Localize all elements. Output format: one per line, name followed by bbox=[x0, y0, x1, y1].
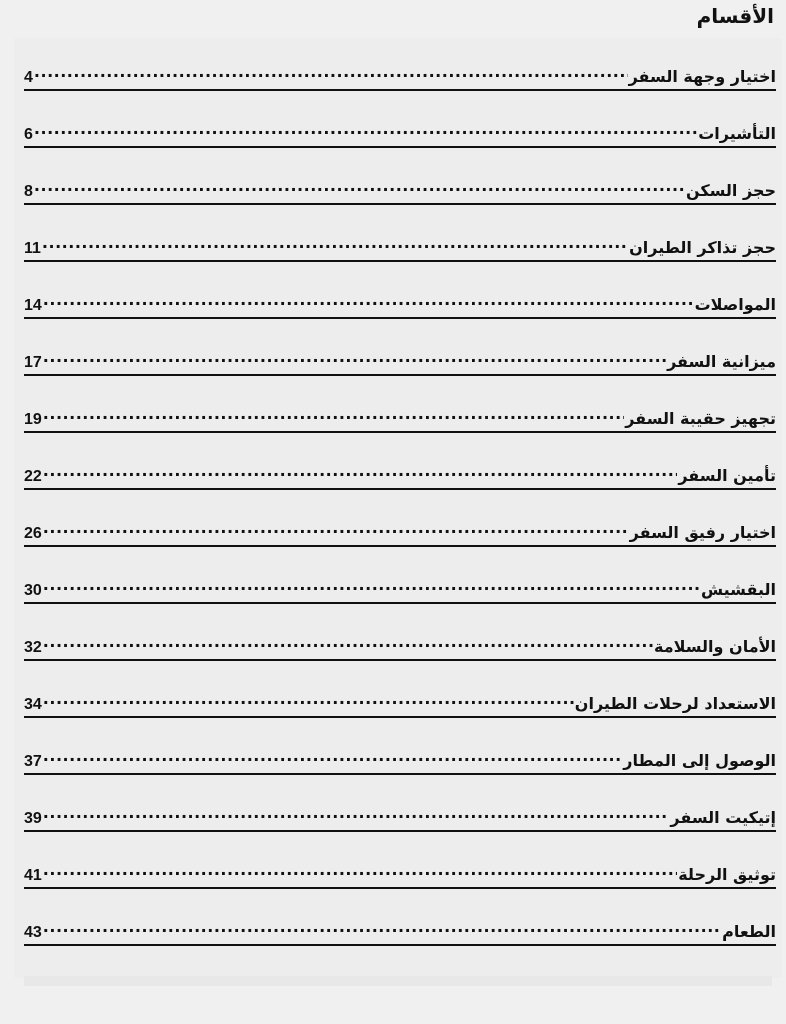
toc-entry-title[interactable]: الأمان والسلامة bbox=[653, 637, 776, 656]
toc-entry-page[interactable]: 26 bbox=[24, 525, 42, 542]
dot-leader bbox=[43, 408, 624, 424]
toc-entry-page[interactable]: 30 bbox=[24, 582, 42, 599]
toc-entry-title[interactable]: الاستعداد لرحلات الطيران bbox=[574, 694, 776, 713]
toc-entry-page[interactable]: 39 bbox=[24, 810, 42, 827]
toc-entry-title[interactable]: البقشيش bbox=[701, 580, 776, 599]
dot-leader bbox=[34, 123, 697, 139]
dot-leader bbox=[43, 522, 629, 538]
toc-entry-page[interactable]: 4 bbox=[24, 69, 33, 86]
footer-band bbox=[24, 976, 772, 986]
dot-leader bbox=[43, 579, 700, 595]
toc-entry-title[interactable]: المواصلات bbox=[694, 295, 776, 314]
toc-entry-page[interactable]: 19 bbox=[24, 411, 42, 428]
toc-entry[interactable] bbox=[24, 284, 776, 341]
toc-entry[interactable] bbox=[24, 797, 776, 854]
toc-entry[interactable] bbox=[24, 569, 776, 626]
toc-entry-title[interactable]: الطعام bbox=[722, 922, 776, 941]
toc-entry-title[interactable]: تأمين السفر bbox=[678, 466, 776, 485]
toc-entry-title[interactable]: توثيق الرحلة bbox=[678, 865, 776, 884]
dot-leader bbox=[43, 351, 666, 367]
dot-leader bbox=[43, 636, 653, 652]
dot-leader bbox=[34, 66, 628, 82]
table-of-contents bbox=[24, 56, 776, 968]
toc-entry-page[interactable]: 41 bbox=[24, 867, 42, 884]
dot-leader bbox=[34, 180, 685, 196]
toc-entry-title[interactable]: حجز السكن bbox=[685, 181, 776, 200]
toc-entry[interactable] bbox=[24, 626, 776, 683]
toc-entry[interactable] bbox=[24, 170, 776, 227]
dot-leader bbox=[43, 693, 574, 709]
toc-entry-page[interactable]: 22 bbox=[24, 468, 42, 485]
dot-leader bbox=[43, 465, 678, 481]
toc-heading: الأقسام bbox=[696, 4, 774, 28]
toc-entry[interactable] bbox=[24, 56, 776, 113]
toc-entry-page[interactable]: 32 bbox=[24, 639, 42, 656]
dot-leader bbox=[43, 921, 721, 937]
toc-entry-title[interactable]: اختيار وجهة السفر bbox=[628, 67, 776, 86]
toc-entry-title[interactable]: اختيار رفيق السفر bbox=[629, 523, 776, 542]
toc-entry[interactable] bbox=[24, 227, 776, 284]
toc-entry-title[interactable]: حجز تذاكر الطيران bbox=[629, 238, 776, 257]
toc-entry[interactable] bbox=[24, 854, 776, 911]
toc-entry-page[interactable]: 43 bbox=[24, 924, 42, 941]
dot-leader bbox=[43, 750, 622, 766]
toc-entry[interactable] bbox=[24, 398, 776, 455]
toc-entry[interactable] bbox=[24, 341, 776, 398]
toc-entry-page[interactable]: 34 bbox=[24, 696, 42, 713]
toc-entry[interactable] bbox=[24, 911, 776, 968]
toc-entry-page[interactable]: 11 bbox=[24, 240, 41, 257]
dot-leader bbox=[43, 294, 694, 310]
toc-entry[interactable] bbox=[24, 512, 776, 569]
toc-entry-title[interactable]: الوصول إلى المطار bbox=[623, 751, 776, 770]
toc-entry-title[interactable]: ميزانية السفر bbox=[667, 352, 776, 371]
toc-entry[interactable] bbox=[24, 740, 776, 797]
toc-entry[interactable] bbox=[24, 455, 776, 512]
dot-leader bbox=[42, 237, 628, 253]
toc-entry-page[interactable]: 14 bbox=[24, 297, 42, 314]
toc-entry-page[interactable]: 8 bbox=[24, 183, 33, 200]
toc-entry-page[interactable]: 37 bbox=[24, 753, 42, 770]
toc-entry-title[interactable]: تجهيز حقيبة السفر bbox=[625, 409, 776, 428]
toc-entry-page[interactable]: 6 bbox=[24, 126, 33, 143]
toc-entry-title[interactable]: إتيكيت السفر bbox=[670, 808, 776, 827]
dot-leader bbox=[43, 864, 677, 880]
toc-entry[interactable] bbox=[24, 113, 776, 170]
toc-entry-title[interactable]: التأشيرات bbox=[698, 124, 776, 143]
toc-entry-page[interactable]: 17 bbox=[24, 354, 42, 371]
toc-entry[interactable] bbox=[24, 683, 776, 740]
dot-leader bbox=[43, 807, 670, 823]
